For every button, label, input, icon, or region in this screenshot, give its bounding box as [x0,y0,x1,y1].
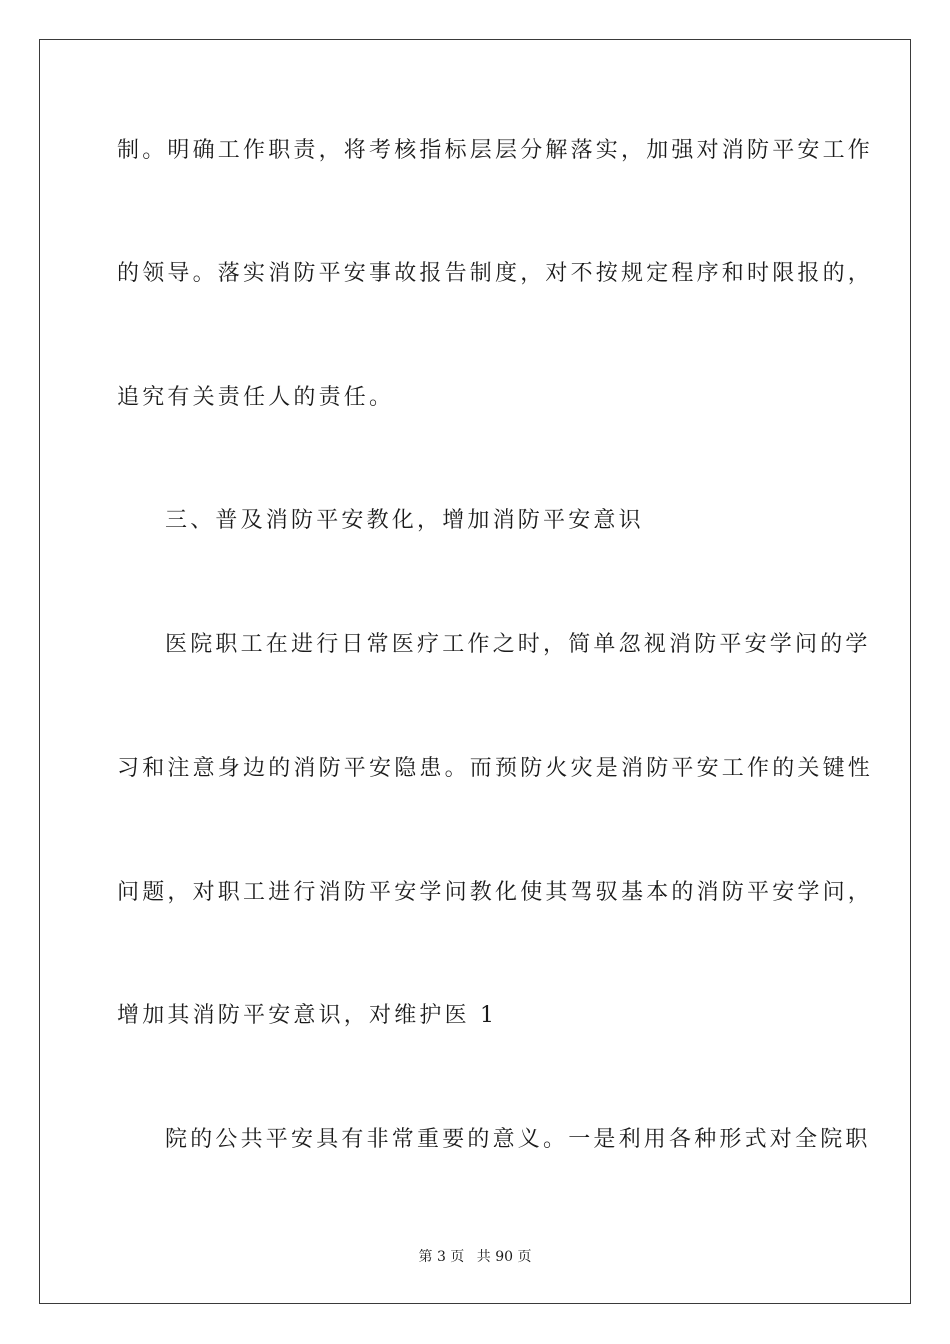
section-heading: 三、普及消防平安教化，增加消防平安意识 [165,508,644,533]
body-text-line: 院的公共平安具有非常重要的意义。一是利用各种形式对全院职 [165,1127,871,1152]
page-footer [0,1248,950,1266]
page-number: 第 3 页 [418,1249,465,1265]
body-text-line: 习和注意身边的消防平安隐患。而预防火灾是消防平安工作的关键性 [117,756,874,781]
body-text-line: 的领导。落实消防平安事故报告制度，对不按规定程序和时限报的， [117,261,874,286]
body-text-line: 问题，对职工进行消防平安学问教化使其驾驭基本的消防平安学问， [117,880,874,905]
body-text-line: 追究有关责任人的责任。 [117,385,395,410]
total-pages: 共 90 页 [476,1249,532,1265]
body-text-line: 增加其消防平安意识，对维护医 1 [117,1003,498,1028]
body-text-line: 医院职工在进行日常医疗工作之时，简单忽视消防平安学问的学 [165,632,871,657]
body-text-line: 制。明确工作职责，将考核指标层层分解落实，加强对消防平安工作 [117,138,874,163]
page-border [39,39,911,1304]
